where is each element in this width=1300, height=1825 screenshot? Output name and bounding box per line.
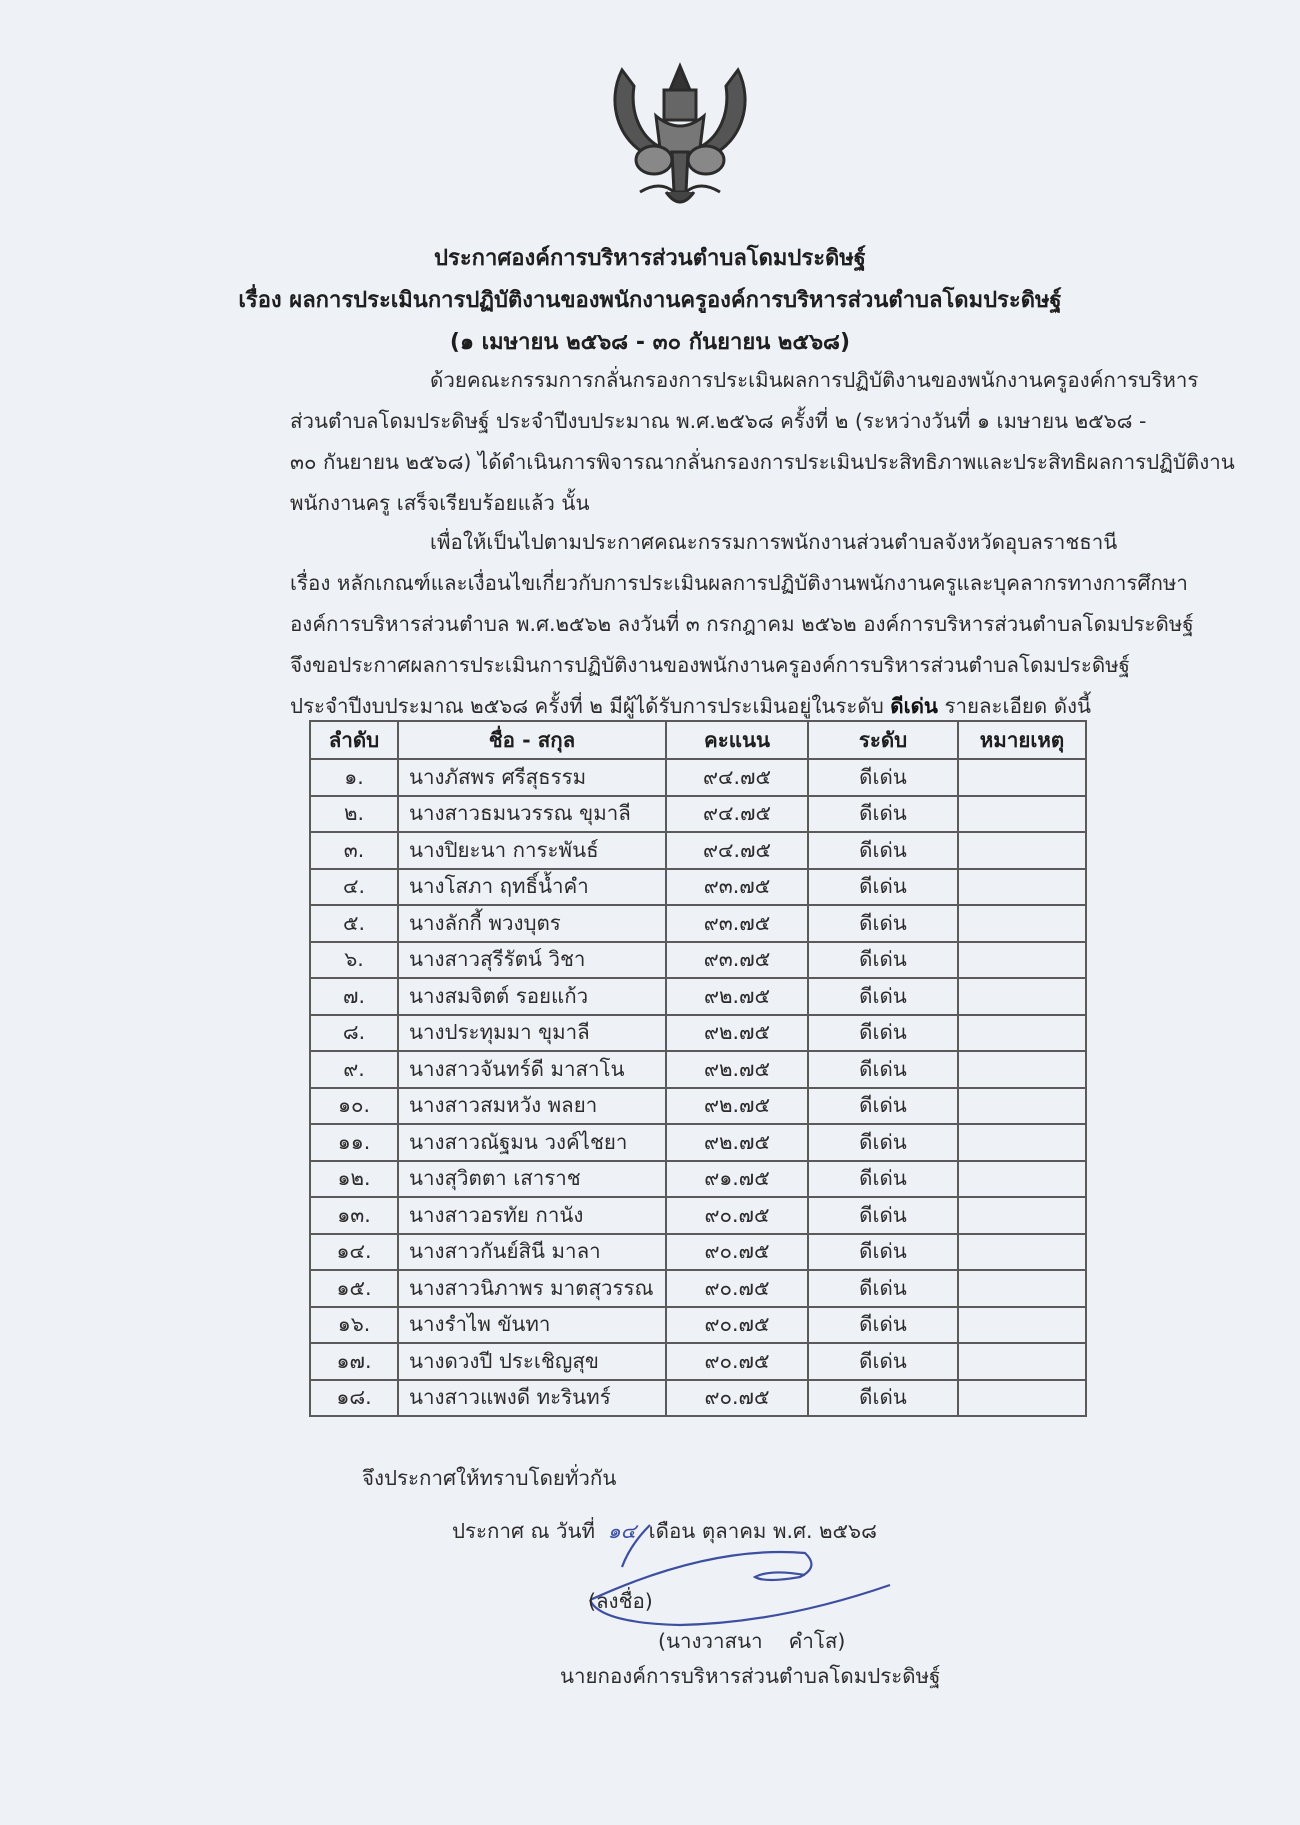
row-name: นางสาวณัฐมน วงค์ไชยา bbox=[398, 1124, 666, 1161]
table-row bbox=[310, 1161, 1086, 1198]
header-no: ลำดับ bbox=[310, 721, 398, 759]
table-row bbox=[310, 1307, 1086, 1344]
row-note bbox=[958, 1161, 1086, 1198]
row-name: นางลักกี้ พวงบุตร bbox=[398, 905, 666, 942]
row-level: ดีเด่น bbox=[808, 1015, 958, 1052]
row-level: ดีเด่น bbox=[808, 832, 958, 869]
row-level: ดีเด่น bbox=[808, 905, 958, 942]
row-score: ๙๒.๗๕ bbox=[666, 1088, 808, 1125]
row-score: ๙๔.๗๕ bbox=[666, 796, 808, 833]
row-name: นางสาวสุรีรัตน์ วิชา bbox=[398, 942, 666, 979]
results-table bbox=[309, 720, 1087, 1417]
row-note bbox=[958, 869, 1086, 906]
row-score: ๙๓.๗๕ bbox=[666, 942, 808, 979]
row-score: ๙๐.๗๕ bbox=[666, 1197, 808, 1234]
row-name: นางสมจิตต์ รอยแก้ว bbox=[398, 978, 666, 1015]
table-row bbox=[310, 1234, 1086, 1271]
row-number: ๑๒. bbox=[310, 1161, 398, 1198]
row-note bbox=[958, 1270, 1086, 1307]
header-score: คะแนน bbox=[666, 721, 808, 759]
row-number: ๑๓. bbox=[310, 1197, 398, 1234]
row-note bbox=[958, 942, 1086, 979]
row-name: นางประทุมมา ขุมาลี bbox=[398, 1015, 666, 1052]
table-row bbox=[310, 942, 1086, 979]
signer-name: (นางวาสนา คำโส) bbox=[658, 1629, 846, 1653]
row-number: ๑๗. bbox=[310, 1343, 398, 1380]
row-note bbox=[958, 1088, 1086, 1125]
row-level: ดีเด่น bbox=[808, 942, 958, 979]
row-name: นางสุวิตตา เสาราช bbox=[398, 1161, 666, 1198]
row-note bbox=[958, 1380, 1086, 1417]
row-note bbox=[958, 796, 1086, 833]
paragraph-1-line: พนักงานครู เสร็จเรียบร้อยแล้ว นั้น bbox=[290, 491, 590, 515]
table-row bbox=[310, 1015, 1086, 1052]
table-row bbox=[310, 1270, 1086, 1307]
row-name: นางสาวกันย์สินี มาลา bbox=[398, 1234, 666, 1271]
table-row bbox=[310, 1124, 1086, 1161]
row-level: ดีเด่น bbox=[808, 1307, 958, 1344]
table-body bbox=[310, 759, 1086, 1416]
row-score: ๙๐.๗๕ bbox=[666, 1343, 808, 1380]
row-level: ดีเด่น bbox=[808, 1124, 958, 1161]
table-row bbox=[310, 869, 1086, 906]
title-line-2: เรื่อง ผลการประเมินการปฏิบัติงานของพนักงานครูองค์การบริหารส่วนตำบลโดมประดิษฐ์ bbox=[238, 288, 1062, 313]
paragraph-1-line: ๓๐ กันยายน ๒๕๖๘) ได้ดำเนินการพิจารณากลั่นกรองการประเมินประสิทธิภาพและประสิทธิผลการปฏิบัติงาน bbox=[290, 450, 1235, 474]
date-day-handwritten: ๑๔ bbox=[607, 1519, 637, 1543]
closing-text: จึงประกาศให้ทราบโดยทั่วกัน bbox=[362, 1466, 617, 1490]
row-level: ดีเด่น bbox=[808, 1343, 958, 1380]
row-score: ๙๒.๗๕ bbox=[666, 1015, 808, 1052]
table-row bbox=[310, 978, 1086, 1015]
row-name: นางสาวแพงดี ทะรินทร์ bbox=[398, 1380, 666, 1417]
row-level: ดีเด่น bbox=[808, 1234, 958, 1271]
row-name: นางโสภา ฤทธิ์น้ำคำ bbox=[398, 869, 666, 906]
table-row bbox=[310, 832, 1086, 869]
row-note bbox=[958, 905, 1086, 942]
header-note: หมายเหตุ bbox=[958, 721, 1086, 759]
row-note bbox=[958, 1197, 1086, 1234]
row-note bbox=[958, 832, 1086, 869]
paragraph-2-line: เรื่อง หลักเกณฑ์และเงื่อนไขเกี่ยวกับการประเมินผลการปฏิบัติงานพนักงานครูและบุคลากรทางการศึกษา bbox=[290, 571, 1188, 595]
row-number: ๑๕. bbox=[310, 1270, 398, 1307]
paragraph-1-line: ส่วนตำบลโดมประดิษฐ์ ประจำปีงบประมาณ พ.ศ.๒๕๖๘ ครั้งที่ ๒ (ระหว่างวันที่ ๑ เมษายน ๒๕๖๘ - bbox=[290, 409, 1147, 433]
row-number: ๒. bbox=[310, 796, 398, 833]
row-score: ๙๓.๗๕ bbox=[666, 869, 808, 906]
row-score: ๙๐.๗๕ bbox=[666, 1270, 808, 1307]
row-number: ๑. bbox=[310, 759, 398, 796]
table-row bbox=[310, 1343, 1086, 1380]
row-score: ๙๒.๗๕ bbox=[666, 1051, 808, 1088]
paragraph-2-line: เพื่อให้เป็นไปตามประกาศคณะกรรมการพนักงานส่วนตำบลจังหวัดอุบลราชธานี bbox=[430, 530, 1118, 554]
row-name: นางสาวนิภาพร มาตสุวรรณ bbox=[398, 1270, 666, 1307]
header-name: ชื่อ - สกุล bbox=[398, 721, 666, 759]
row-number: ๓. bbox=[310, 832, 398, 869]
row-number: ๑๐. bbox=[310, 1088, 398, 1125]
row-number: ๑๔. bbox=[310, 1234, 398, 1271]
title-line-1: ประกาศองค์การบริหารส่วนตำบลโดมประดิษฐ์ bbox=[434, 246, 866, 271]
table-header-row bbox=[310, 721, 1086, 759]
row-name: นางสาวธมนวรรณ ขุมาลี bbox=[398, 796, 666, 833]
row-number: ๑๖. bbox=[310, 1307, 398, 1344]
row-score: ๙๐.๗๕ bbox=[666, 1307, 808, 1344]
table-row bbox=[310, 1380, 1086, 1417]
header-level: ระดับ bbox=[808, 721, 958, 759]
row-note bbox=[958, 1343, 1086, 1380]
row-level: ดีเด่น bbox=[808, 1197, 958, 1234]
row-level: ดีเด่น bbox=[808, 1051, 958, 1088]
table-row bbox=[310, 1197, 1086, 1234]
row-note bbox=[958, 1307, 1086, 1344]
row-score: ๙๐.๗๕ bbox=[666, 1380, 808, 1417]
row-name: นางรำไพ ขันทา bbox=[398, 1307, 666, 1344]
row-note bbox=[958, 978, 1086, 1015]
row-note bbox=[958, 1051, 1086, 1088]
row-number: ๘. bbox=[310, 1015, 398, 1052]
row-note bbox=[958, 1234, 1086, 1271]
paragraph-2-last-suffix: รายละเอียด ดังนี้ bbox=[944, 694, 1092, 718]
row-score: ๙๒.๗๕ bbox=[666, 1124, 808, 1161]
table-row bbox=[310, 905, 1086, 942]
row-name: นางภัสพร ศรีสุธรรม bbox=[398, 759, 666, 796]
row-number: ๖. bbox=[310, 942, 398, 979]
row-level: ดีเด่น bbox=[808, 796, 958, 833]
row-number: ๕. bbox=[310, 905, 398, 942]
paragraph-1 bbox=[290, 360, 1235, 524]
paragraph-2 bbox=[290, 522, 1194, 727]
table-row bbox=[310, 796, 1086, 833]
paragraph-2-line: องค์การบริหารส่วนตำบล พ.ศ.๒๕๖๒ ลงวันที่ ๓ กรกฎาคม ๒๕๖๒ องค์การบริหารส่วนตำบลโดมประดิษฐ์ bbox=[290, 612, 1194, 636]
garuda-emblem-icon bbox=[600, 52, 760, 212]
row-score: ๙๒.๗๕ bbox=[666, 978, 808, 1015]
row-score: ๙๑.๗๕ bbox=[666, 1161, 808, 1198]
table-row bbox=[310, 759, 1086, 796]
row-name: นางสาวสมหวัง พลยา bbox=[398, 1088, 666, 1125]
table-row bbox=[310, 1051, 1086, 1088]
row-name: นางดวงปี ประเชิญสุข bbox=[398, 1343, 666, 1380]
row-name: นางสาวอรทัย กานัง bbox=[398, 1197, 666, 1234]
level-emphasis: ดีเด่น bbox=[890, 694, 938, 718]
row-score: ๙๔.๗๕ bbox=[666, 759, 808, 796]
row-number: ๑๑. bbox=[310, 1124, 398, 1161]
row-level: ดีเด่น bbox=[808, 978, 958, 1015]
row-level: ดีเด่น bbox=[808, 869, 958, 906]
row-level: ดีเด่น bbox=[808, 1161, 958, 1198]
row-name: นางสาวจันทร์ดี มาสาโน bbox=[398, 1051, 666, 1088]
announcement-title bbox=[0, 238, 1300, 364]
paragraph-2-last-prefix: ประจำปีงบประมาณ ๒๕๖๘ ครั้งที่ ๒ มีผู้ได้รับการประเมินอยู่ในระดับ bbox=[290, 694, 884, 718]
row-note bbox=[958, 759, 1086, 796]
title-line-3: (๑ เมษายน ๒๕๖๘ - ๓๐ กันยายน ๒๕๖๘) bbox=[449, 330, 851, 355]
paragraph-2-line: จึงขอประกาศผลการประเมินการปฏิบัติงานของพนักงานครูองค์การบริหารส่วนตำบลโดมประดิษฐ์ bbox=[290, 653, 1130, 677]
row-number: ๔. bbox=[310, 869, 398, 906]
sign-label: (ลงชื่อ) bbox=[588, 1589, 653, 1613]
row-number: ๙. bbox=[310, 1051, 398, 1088]
row-number: ๗. bbox=[310, 978, 398, 1015]
signer-title: นายกองค์การบริหารส่วนตำบลโดมประดิษฐ์ bbox=[560, 1664, 941, 1688]
row-number: ๑๘. bbox=[310, 1380, 398, 1417]
paragraph-1-line: ด้วยคณะกรรมการกลั่นกรองการประเมินผลการปฏิบัติงานของพนักงานครูองค์การบริหาร bbox=[430, 368, 1199, 392]
row-level: ดีเด่น bbox=[808, 1270, 958, 1307]
row-level: ดีเด่น bbox=[808, 1088, 958, 1125]
row-note bbox=[958, 1124, 1086, 1161]
date-suffix: เดือน ตุลาคม พ.ศ. ๒๕๖๘ bbox=[648, 1519, 877, 1543]
row-level: ดีเด่น bbox=[808, 1380, 958, 1417]
row-level: ดีเด่น bbox=[808, 759, 958, 796]
table-row bbox=[310, 1088, 1086, 1125]
row-score: ๙๔.๗๕ bbox=[666, 832, 808, 869]
date-prefix: ประกาศ ณ วันที่ bbox=[452, 1519, 596, 1543]
signature-icon bbox=[560, 1505, 960, 1645]
row-note bbox=[958, 1015, 1086, 1052]
row-score: ๙๓.๗๕ bbox=[666, 905, 808, 942]
row-name: นางปิยะนา การะพันธ์ bbox=[398, 832, 666, 869]
row-score: ๙๐.๗๕ bbox=[666, 1234, 808, 1271]
